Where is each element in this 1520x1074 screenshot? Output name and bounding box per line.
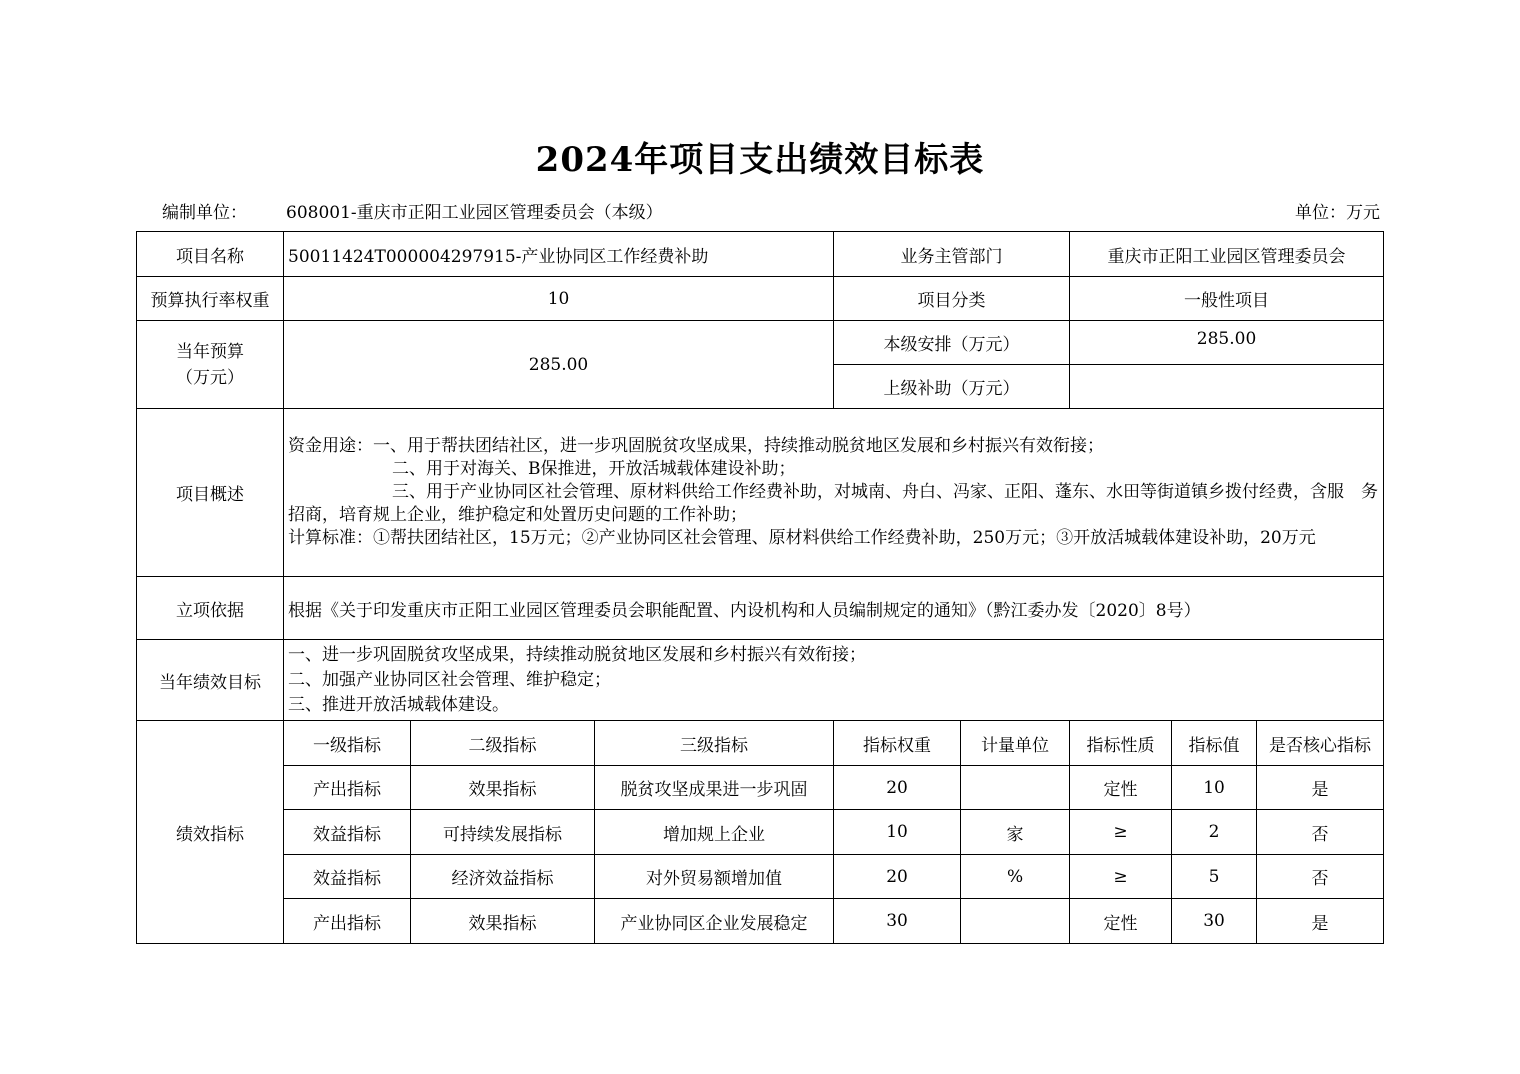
overview-label: 项目概述 [137,409,284,577]
dept-value: 重庆市正阳工业园区管理委员会 [1070,232,1384,277]
table-cell: 效果指标 [411,766,595,810]
org-value: 608001-重庆市正阳工业园区管理委员会（本级） [286,203,663,223]
table-cell: 否 [1257,810,1384,855]
table-cell: 2 [1172,810,1257,855]
page-title: 2024年项目支出绩效目标表 [535,140,985,180]
table-cell: 30 [834,899,961,944]
indicator-header: 指标权重 [834,721,961,766]
overview-line: 三、用于产业协同区社会管理、原材料供给工作经费补助，对城南、舟白、冯家、正阳、蓬东、水田等街道镇乡拨付经费，含服 务招商，培育规上企业，维护稳定和处置历史问题的工作补助； [288,482,1378,525]
budget-label-text: 当年预算（万元） [176,341,244,388]
table-cell: 10 [1172,766,1257,810]
table-cell: ≥ [1070,810,1172,855]
table-cell: 可持续发展指标 [411,810,595,855]
overview-content [284,409,1384,577]
table-cell: 20 [834,855,961,899]
indicator-header: 计量单位 [961,721,1070,766]
basis-content: 根据《关于印发重庆市正阳工业园区管理委员会职能配置、内设机构和人员编制规定的通知》（黔江委办发〔2020〕8号） [284,577,1384,640]
table-row [137,810,1384,855]
table-cell: 效果指标 [411,899,595,944]
table-cell: 产出指标 [284,766,411,810]
indicator-header: 指标值 [1172,721,1257,766]
table-cell: 20 [834,766,961,810]
indicator-header: 二级指标 [411,721,595,766]
table-cell: 脱贫攻坚成果进一步巩固 [595,766,834,810]
indicator-header: 一级指标 [284,721,411,766]
local-value: 285.00 [1070,321,1384,365]
category-label: 项目分类 [834,277,1070,321]
table-cell: 产业协同区企业发展稳定 [595,899,834,944]
unit-label: 单位：万元 [1295,203,1380,223]
table-cell [961,899,1070,944]
goal-line: 三、推进开放活城载体建设。 [288,694,509,715]
basis-label: 立项依据 [137,577,284,640]
table-cell: 定性 [1070,766,1172,810]
table-cell: 是 [1257,766,1384,810]
upper-label: 上级补助（万元） [834,365,1070,409]
table-row [137,899,1384,944]
goals-label: 当年绩效目标 [137,640,284,721]
table-row [137,766,1384,810]
overview-line: 计算标准：①帮扶团结社区，15万元；②产业协同区社会管理、原材料供给工作经费补助，250万元；③开放活城载体建设补助，20万元 [288,528,1316,548]
table-cell: 经济效益指标 [411,855,595,899]
category-value: 一般性项目 [1070,277,1384,321]
table-cell: 是 [1257,899,1384,944]
weight-value: 10 [284,277,834,321]
org-label: 编制单位： [162,203,247,223]
table-cell: 5 [1172,855,1257,899]
table-row [137,855,1384,899]
table-cell: 否 [1257,855,1384,899]
table-cell: 30 [1172,899,1257,944]
project-name-value: 50011424T000004297915-产业协同区工作经费补助 [284,232,834,277]
table-cell: 定性 [1070,899,1172,944]
overview-line: 二、用于对海关、B保推进，开放活城载体建设补助； [392,459,796,479]
goals-content [284,640,1384,721]
table-cell [961,766,1070,810]
table-cell: 家 [961,810,1070,855]
table-cell: 对外贸易额增加值 [595,855,834,899]
indicator-header: 三级指标 [595,721,834,766]
goal-line: 一、进一步巩固脱贫攻坚成果，持续推动脱贫地区发展和乡村振兴有效衔接； [288,644,866,665]
table-cell: 效益指标 [284,810,411,855]
budget-value: 285.00 [284,321,834,409]
budget-label [137,321,284,409]
table-cell: 效益指标 [284,855,411,899]
table-cell: 10 [834,810,961,855]
weight-label: 预算执行率权重 [137,277,284,321]
overview-line: 资金用途：一、用于帮扶团结社区，进一步巩固脱贫攻坚成果，持续推动脱贫地区发展和乡村振兴有效衔接； [288,436,1104,456]
local-label: 本级安排（万元） [834,321,1070,365]
performance-table [136,231,1384,944]
goal-line: 二、加强产业协同区社会管理、维护稳定； [288,669,611,690]
indicators-label: 绩效指标 [137,721,284,944]
table-cell: 产出指标 [284,899,411,944]
table-cell: 增加规上企业 [595,810,834,855]
dept-label: 业务主管部门 [834,232,1070,277]
upper-value [1070,365,1384,409]
project-name-label: 项目名称 [137,232,284,277]
table-cell: % [961,855,1070,899]
indicator-header: 是否核心指标 [1257,721,1384,766]
indicator-header: 指标性质 [1070,721,1172,766]
table-cell: ≥ [1070,855,1172,899]
